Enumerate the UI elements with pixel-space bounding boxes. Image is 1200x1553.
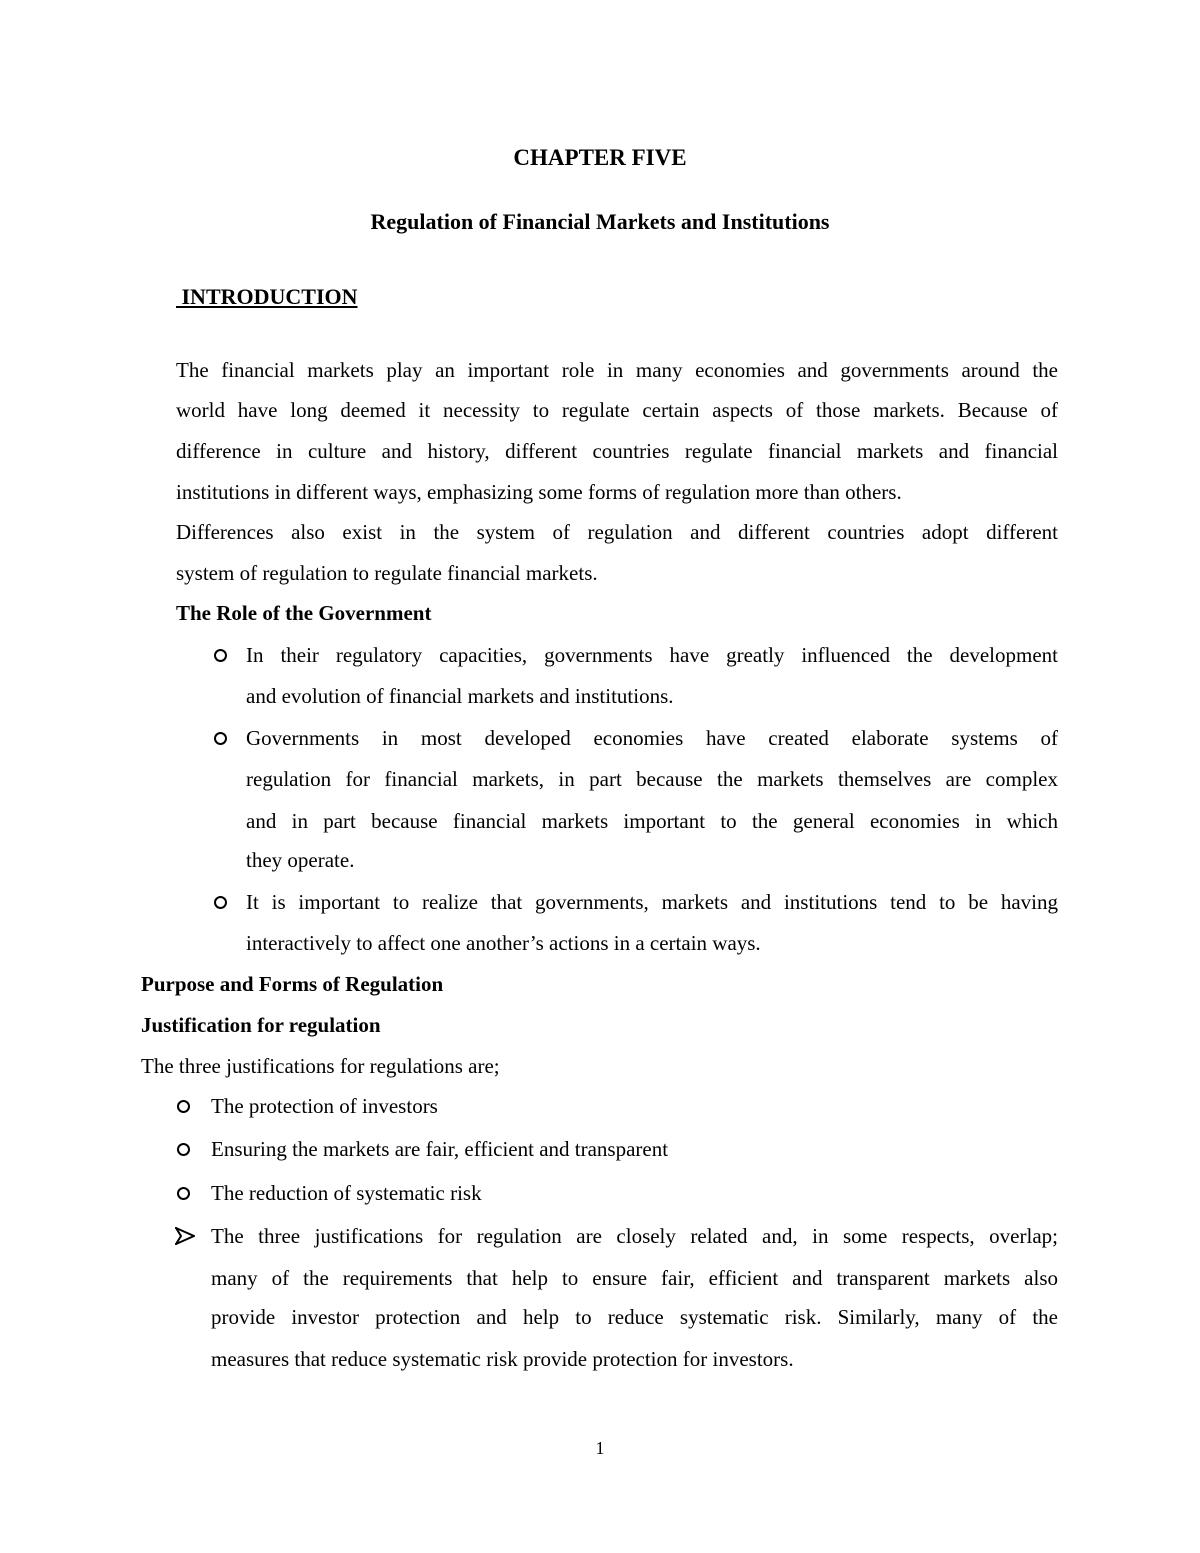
circle-bullet-icon [212, 725, 228, 751]
circle-bullet-icon [175, 1093, 191, 1119]
intro-line: difference in culture and history, different countries regulate financial markets and financial [176, 439, 1058, 463]
intro-line: Differences also exist in the system of regulation and different countries adopt different [176, 520, 1058, 544]
arrow-paragraph-line: measures that reduce systematic risk provide protection for investors. [211, 1347, 794, 1371]
justification-heading: Justification for regulation [141, 1013, 381, 1037]
intro-line: system of regulation to regulate financial markets. [176, 561, 598, 585]
role-bullet-line: regulation for financial markets, in part because the markets themselves are complex [246, 767, 1058, 791]
purpose-heading: Purpose and Forms of Regulation [141, 972, 444, 996]
circle-bullet-icon [212, 889, 228, 915]
circle-bullet-icon [175, 1136, 191, 1162]
role-bullet-line: and evolution of financial markets and institutions. [246, 684, 674, 708]
introduction-heading: INTRODUCTION [181, 284, 358, 309]
page-number: 1 [595, 1438, 605, 1458]
chapter-title: Regulation of Financial Markets and Institutions [370, 209, 830, 234]
justification-intro: The three justifications for regulations are; [141, 1054, 500, 1078]
arrow-bullet-icon [175, 1223, 195, 1249]
arrow-paragraph-line: The three justifications for regulation are closely related and, in some respects, overlap; [211, 1224, 1058, 1248]
arrow-paragraph-line: many of the requirements that help to ensure fair, efficient and transparent markets also [211, 1266, 1058, 1290]
role-bullet-line: they operate. [246, 848, 355, 872]
intro-line: world have long deemed it necessity to regulate certain aspects of those markets. Because of [176, 398, 1058, 422]
intro-line: The financial markets play an important role in many economies and governments around the [176, 358, 1058, 382]
circle-bullet-icon [175, 1180, 191, 1206]
role-bullet-line: In their regulatory capacities, governments have greatly influenced the development [246, 643, 1058, 667]
chapter-heading: CHAPTER FIVE [513, 145, 687, 170]
role-bullet-line: It is important to realize that governments, markets and institutions tend to be having [246, 890, 1058, 914]
role-bullet-line: interactively to affect one another’s actions in a certain ways. [246, 931, 761, 955]
role-bullet-line: Governments in most developed economies have created elaborate systems of [246, 726, 1058, 750]
circle-bullet-icon [212, 642, 228, 668]
justification-item: Ensuring the markets are fair, efficient and transparent [211, 1137, 669, 1161]
justification-item: The protection of investors [211, 1094, 438, 1118]
role-heading: The Role of the Government [176, 601, 432, 625]
arrow-paragraph-line: provide investor protection and help to reduce systematic risk. Similarly, many of the [211, 1305, 1058, 1329]
intro-line: institutions in different ways, emphasizing some forms of regulation more than others. [176, 480, 902, 504]
justification-item: The reduction of systematic risk [211, 1181, 482, 1205]
role-bullet-line: and in part because financial markets important to the general economies in which [246, 809, 1058, 833]
